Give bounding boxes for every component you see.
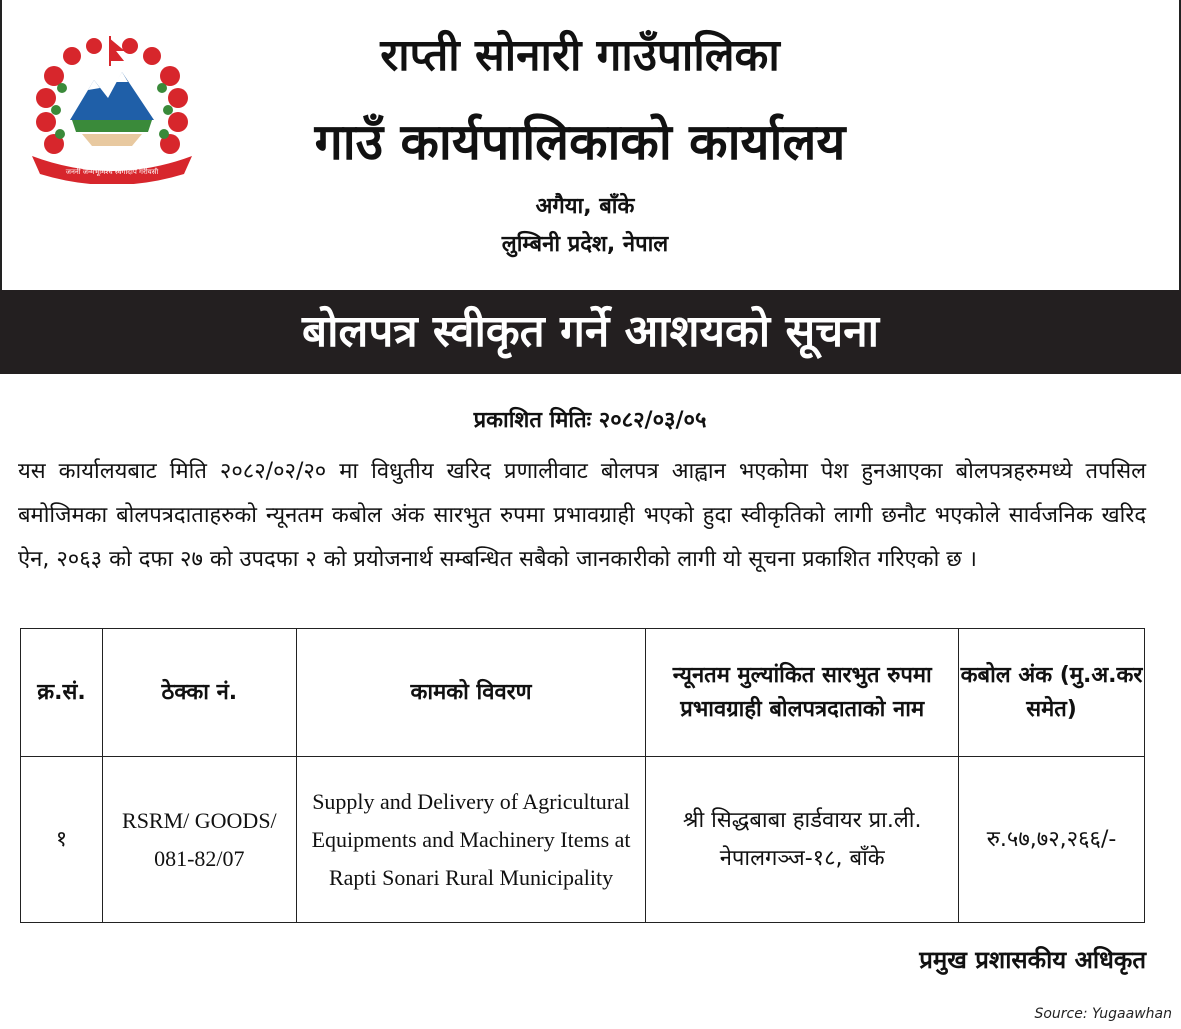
source-credit: Source: Yugaawhan [1034, 1006, 1172, 1022]
address-line-2: लुम्बिनी प्रदेश, नेपाल [501, 232, 669, 257]
published-date-line [330, 404, 850, 438]
table-header-row [21, 629, 1145, 757]
cell-sn: १ [21, 757, 103, 923]
cell-amount: रु.५७,७२,२६६/- [959, 757, 1145, 923]
award-table [20, 628, 1145, 923]
header-bidder: न्यूनतम मुल्यांकित सारभुत रुपमा प्रभावग्राही बोलपत्रदाताको नाम [646, 629, 959, 757]
cell-contract-no: RSRM/ GOODS/ 081-82/07 [102, 757, 296, 923]
notice-body: यस कार्यालयबाट मिति २०८२/०२/२० मा विधुतीय खरिद प्रणालीवाट बोलपत्र आह्वान भएकोमा पेश हुनआएका बोलपत्रहरुमध्ये तपसिल बमोजिमका बोलपत्रदाताहरुको न्यूनतम कबोल अंक सारभुत रुपमा प्रभावग्राही भएको हुदा स्वीकृतिको लागी छनौट भएकोले सार्वजनिक खरिद ऐन, २०६३ को दफा २७ को उपदफा २ को प्रयोजनार्थ सम्बन्धित सबैको जानकारीको लागी यो सूचना प्रकाशित गरिएको छ । [18, 459, 1146, 572]
cell-description: Supply and Delivery of Agricultural Equipments and Machinery Items at Rapti Sonari Rural Municipality [296, 757, 646, 923]
header-description: कामको विवरण [296, 629, 646, 757]
cell-bidder: श्री सिद्धबाबा हार्डवायर प्रा.ली. नेपालगञ्ज-१८, बाँके [646, 757, 959, 923]
office-name: गाउँ कार्यपालिकाको कार्यालय [314, 113, 846, 171]
signoff-designation: प्रमुख प्रशासकीय अधिकृत [919, 946, 1146, 974]
nepal-emblem-icon [24, 36, 200, 184]
address-line-1: अगैया, बाँके [535, 194, 635, 219]
table-row [21, 757, 1145, 923]
published-label: प्रकाशित मितिः [473, 408, 592, 433]
notice-title-banner: बोलपत्र स्वीकृत गर्ने आशयको सूचना [0, 290, 1181, 374]
header-sn: क्र.सं. [21, 629, 103, 757]
published-date: २०८२/०३/०५ [598, 408, 707, 433]
municipality-name: राप्ती सोनारी गाउँपालिका [380, 30, 780, 81]
header-amount: कबोल अंक (मु.अ.कर समेत) [959, 629, 1145, 757]
emblem-motto: जननी जन्मभूमिश्च स्वर्गादपि गरीयसी [65, 168, 159, 176]
header-contract-no: ठेक्का नं. [102, 629, 296, 757]
